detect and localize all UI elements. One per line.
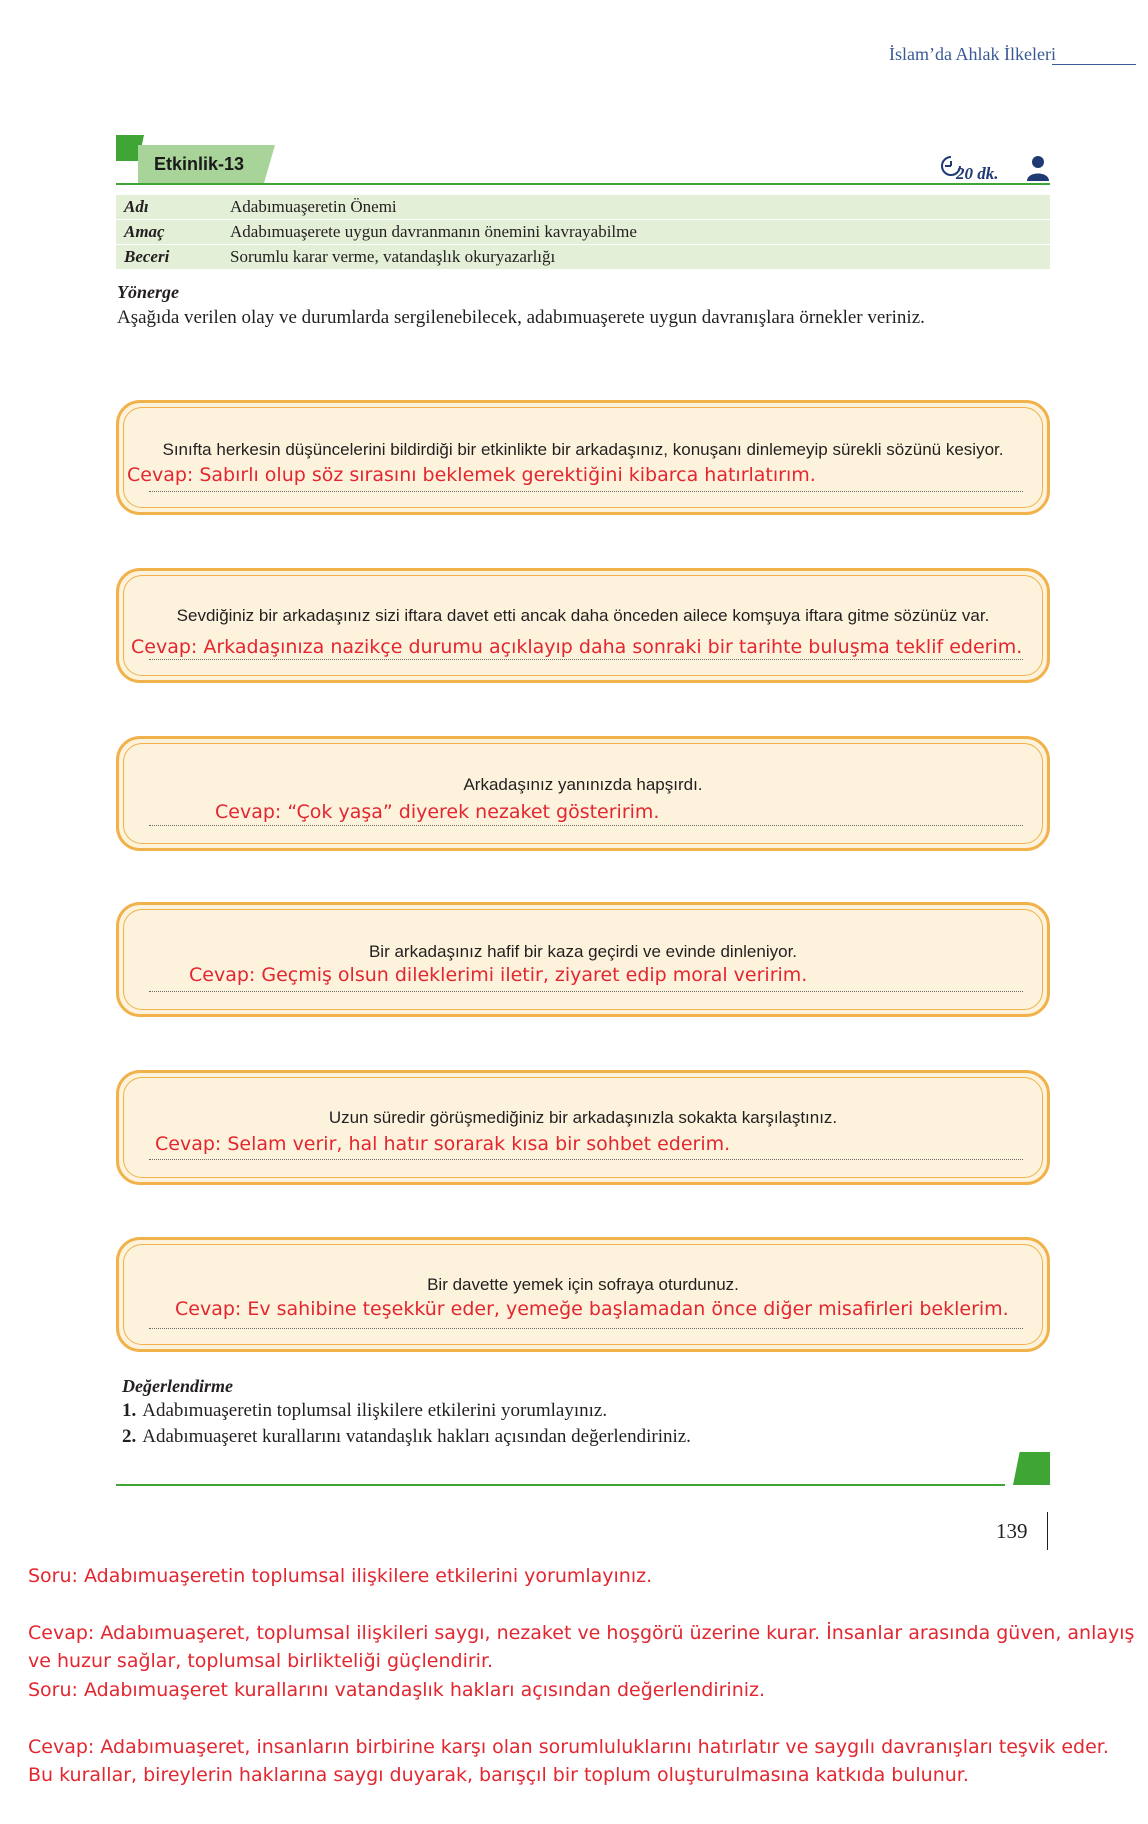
evaluation-item-text: Adabımuaşeret kurallarını vatandaşlık hakları açısından değerlendiriniz.	[142, 1426, 691, 1447]
page-number: 139	[996, 1519, 1028, 1543]
instruction-title: Yönerge	[117, 282, 179, 302]
evaluation-item-number: 1.	[122, 1400, 137, 1421]
situation-answer: Cevap: Sabırlı olup söz sırasını beklemek gerektiğini kibarca hatırlatırım.	[127, 464, 816, 486]
header-rule	[1052, 64, 1136, 65]
evaluation-title: Değerlendirme	[122, 1376, 233, 1396]
situation-box	[116, 568, 1050, 683]
green-footer-decoration	[1013, 1452, 1050, 1485]
extra-answer: Cevap: Adabımuaşeret, insanların birbirine karşı olan sorumluluklarını hatırlatır ve saygılı davranışları teşvik eder. Bu kurallar, bireylerin haklarına saygı duyarak, barışçıl bir toplum oluşturulmasına katkıda bulunur.	[28, 1736, 1109, 1786]
extra-question: Soru: Adabımuaşeretin toplumsal ilişkilere etkilerini yorumlayınız.	[28, 1565, 653, 1587]
duration-label: 20 dk.	[956, 164, 999, 183]
info-value: Sorumlu karar verme, vatandaşlık okuryazarlığı	[230, 247, 556, 266]
evaluation-item-number: 2.	[122, 1426, 137, 1447]
page-number-rule	[1047, 1512, 1048, 1550]
situation-question: Arkadaşınız yanınızda hapşırdı.	[463, 775, 703, 794]
situation-box	[116, 736, 1050, 851]
answer-line	[149, 659, 1023, 660]
situation-answer: Cevap: Geçmiş olsun dileklerimi iletir, ziyaret edip moral veririm.	[189, 964, 808, 986]
situation-box	[116, 400, 1050, 515]
info-key: Beceri	[124, 247, 170, 266]
instruction-text: Aşağıda verilen olay ve durumlarda sergilenebilecek, adabımuaşerete uygun davranışlara örnekler veriniz.	[117, 307, 925, 328]
chapter-title: İslam’da Ahlak İlkeleri	[889, 44, 1056, 64]
info-key: Adı	[124, 197, 149, 216]
answer-line	[149, 1328, 1023, 1329]
situation-answer: Cevap: Selam verir, hal hatır sorarak kısa bir sohbet ederim.	[155, 1133, 731, 1155]
situation-box	[116, 1237, 1050, 1352]
situation-box	[116, 1070, 1050, 1185]
evaluation-item	[122, 1426, 691, 1448]
evaluation-item-text: Adabımuaşeretin toplumsal ilişkilere etkilerini yorumlayınız.	[142, 1400, 608, 1421]
extra-question: Soru: Adabımuaşeret kurallarını vatandaşlık hakları açısından değerlendiriniz.	[28, 1679, 766, 1701]
info-value: Adabımuaşeretin Önemi	[230, 197, 397, 216]
evaluation-item	[122, 1400, 607, 1422]
situation-answer: Cevap: Arkadaşınıza nazikçe durumu açıklayıp daha sonraki bir tarihte buluşma teklif ederim.	[131, 636, 1023, 658]
situation-answer: Cevap: “Çok yaşa” diyerek nezaket gösteririm.	[215, 801, 660, 823]
answer-line	[149, 825, 1023, 826]
situation-question: Uzun süredir görüşmediğiniz bir arkadaşınızla sokakta karşılaştınız.	[328, 1108, 838, 1127]
footer-rule	[116, 1484, 1005, 1486]
answer-line	[149, 1159, 1023, 1160]
info-key: Amaç	[124, 222, 165, 241]
situation-question: Bir arkadaşınız hafif bir kaza geçirdi ve evinde dinleniyor.	[368, 942, 798, 961]
activity-rule	[116, 183, 1050, 185]
person-icon	[1026, 155, 1050, 181]
situation-question: Sınıfta herkesin düşüncelerini bildirdiği bir etkinlikte bir arkadaşınız, konuşanı dinlemeyip sürekli sözünü kesiyor.	[162, 440, 1004, 459]
situation-box	[116, 902, 1050, 1017]
info-row	[116, 220, 1050, 244]
extra-answer: Cevap: Adabımuaşeret, toplumsal ilişkileri saygı, nezaket ve hoşgörü üzerine kurar. İnsanlar arasında güven, anlayış ve huzur sağlar, toplumsal birlikteliği güçlendirir.	[28, 1622, 1135, 1672]
situation-question: Sevdiğiniz bir arkadaşınız sizi iftara davet etti ancak daha önceden ailece komşuya iftara gitme sözünüz var.	[176, 606, 990, 625]
info-row	[116, 195, 1050, 219]
situation-answer: Cevap: Ev sahibine teşekkür eder, yemeğe başlamadan önce diğer misafirleri beklerim.	[175, 1298, 1009, 1320]
info-row	[116, 245, 1050, 269]
activity-label: Etkinlik-13	[154, 154, 245, 174]
situation-question: Bir davette yemek için sofraya oturdunuz.	[427, 1275, 739, 1294]
activity-info-table	[116, 195, 1050, 270]
answer-line	[149, 491, 1023, 492]
answer-line	[149, 991, 1023, 992]
info-value: Adabımuaşerete uygun davranmanın önemini kavrayabilme	[230, 222, 637, 241]
